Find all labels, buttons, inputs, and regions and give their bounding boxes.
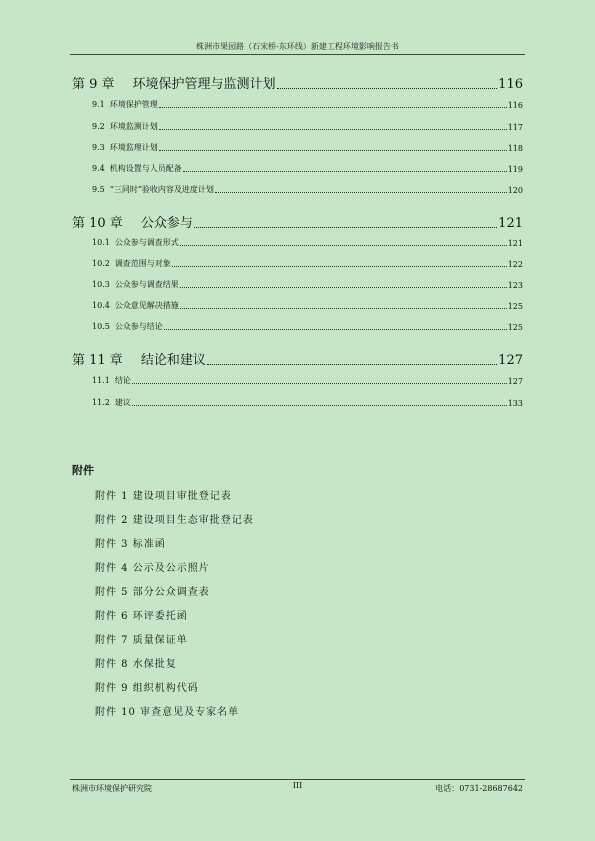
leader-dots [159, 107, 507, 108]
page-number: 116 [507, 101, 523, 110]
section-title: 公众意见解决措施 [114, 301, 179, 310]
leader-dots [159, 129, 507, 130]
page-number: 121 [498, 216, 523, 231]
leader-dots [194, 227, 497, 228]
leader-dots [159, 150, 507, 151]
section-number: 9.4 [92, 164, 105, 173]
attachment-item[interactable]: 附件 3 标准函 [95, 539, 166, 550]
section-number: 10.2 [92, 259, 110, 268]
page-number: 120 [507, 186, 523, 195]
toc-section-10-4[interactable] [92, 300, 523, 311]
attachment-item[interactable]: 附件 6 环评委托函 [95, 611, 188, 622]
toc-section-9-3[interactable] [92, 142, 523, 153]
footer-phone: 电话：0731-28687642 [435, 784, 523, 793]
page-number: 116 [498, 77, 523, 92]
toc-section-10-2[interactable] [92, 258, 523, 269]
toc-chapter-11[interactable] [72, 349, 523, 368]
toc-section-10-1[interactable] [92, 237, 523, 248]
toc-section-10-3[interactable] [92, 279, 523, 290]
attachment-item[interactable]: 附件 1 建设项目审批登记表 [95, 491, 232, 502]
toc-section-9-2[interactable] [92, 121, 523, 132]
attachment-item[interactable]: 附件 2 建设项目生态审批登记表 [95, 515, 254, 526]
footer-organization: 株洲市环境保护研究院 [72, 784, 152, 793]
section-title: 机构设置与人员配备 [109, 164, 182, 173]
leader-dots [164, 329, 507, 330]
section-title: 建议 [114, 398, 131, 407]
leader-dots [277, 88, 498, 89]
section-title: 环境监理计划 [109, 143, 158, 152]
leader-dots [180, 245, 507, 246]
leader-dots [132, 405, 507, 406]
report-title: 株洲市果园路（石宋桥-东环线）新建工程环境影响报告书 [196, 42, 399, 51]
page-number: 119 [507, 165, 523, 174]
attachment-item[interactable]: 附件 9 组织机构代码 [95, 683, 199, 694]
section-title: 调查范围与对象 [114, 259, 171, 268]
section-title: 公众参与结论 [114, 322, 163, 331]
page-number: 118 [507, 144, 523, 153]
toc-section-9-5[interactable] [92, 184, 523, 195]
attachment-item[interactable]: 附件 10 审查意见及专家名单 [95, 707, 240, 718]
toc-section-11-2[interactable] [92, 397, 523, 408]
attachment-item[interactable]: 附件 5 部分公众调查表 [95, 587, 210, 598]
chapter-title: 结论和建议 [140, 353, 206, 368]
chapter-number: 第 10 章 [72, 216, 123, 231]
chapter-number: 第 11 章 [72, 353, 123, 368]
leader-dots [172, 266, 507, 267]
leader-dots [215, 192, 507, 193]
section-number: 9.5 [92, 185, 105, 194]
section-number: 10.3 [92, 280, 110, 289]
toc-section-10-5[interactable] [92, 321, 523, 332]
page-number: 123 [507, 281, 523, 290]
leader-dots [183, 171, 507, 172]
toc-chapter-9[interactable] [72, 73, 523, 92]
attachment-item[interactable]: 附件 4 公示及公示照片 [95, 563, 210, 574]
toc-chapter-10[interactable] [72, 212, 523, 231]
attachment-item[interactable]: 附件 7 质量保证单 [95, 635, 188, 646]
attachments-heading: 附件 [72, 464, 94, 477]
section-title: 公众参与调查形式 [114, 238, 179, 247]
section-number: 10.5 [92, 322, 110, 331]
footer-page-number: III [292, 781, 303, 790]
section-number: 10.1 [92, 238, 110, 247]
section-number: 9.2 [92, 122, 105, 131]
section-number: 9.3 [92, 143, 105, 152]
section-number: 11.1 [92, 376, 110, 385]
page-number: 127 [507, 377, 523, 386]
page-number: 122 [507, 260, 523, 269]
section-title: “三同时”验收内容及进度计划 [109, 185, 214, 194]
page-number: 127 [498, 353, 523, 368]
section-number: 9.1 [92, 100, 105, 109]
section-number: 10.4 [92, 301, 110, 310]
section-title: 结论 [114, 376, 131, 385]
leader-dots [180, 287, 507, 288]
page-number: 121 [507, 239, 523, 248]
chapter-number: 第 9 章 [72, 77, 115, 92]
section-title: 公众参与调查结果 [114, 280, 179, 289]
page-number: 133 [507, 399, 523, 408]
section-title: 环境监测计划 [109, 122, 158, 131]
section-number: 11.2 [92, 398, 110, 407]
section-title: 环境保护管理 [109, 100, 158, 109]
footer-divider [70, 779, 525, 780]
leader-dots [180, 308, 507, 309]
toc-section-9-1[interactable] [92, 99, 523, 110]
page-number: 117 [507, 123, 523, 132]
leader-dots [132, 383, 507, 384]
chapter-title: 环境保护管理与监测计划 [132, 77, 276, 92]
leader-dots [207, 364, 497, 365]
toc-section-11-1[interactable] [92, 375, 523, 386]
page-number: 125 [507, 323, 523, 332]
chapter-title: 公众参与 [140, 216, 193, 231]
header-divider [70, 54, 525, 55]
attachment-item[interactable]: 附件 8 水保批复 [95, 659, 177, 670]
page-number: 125 [507, 302, 523, 311]
toc-section-9-4[interactable] [92, 163, 523, 174]
